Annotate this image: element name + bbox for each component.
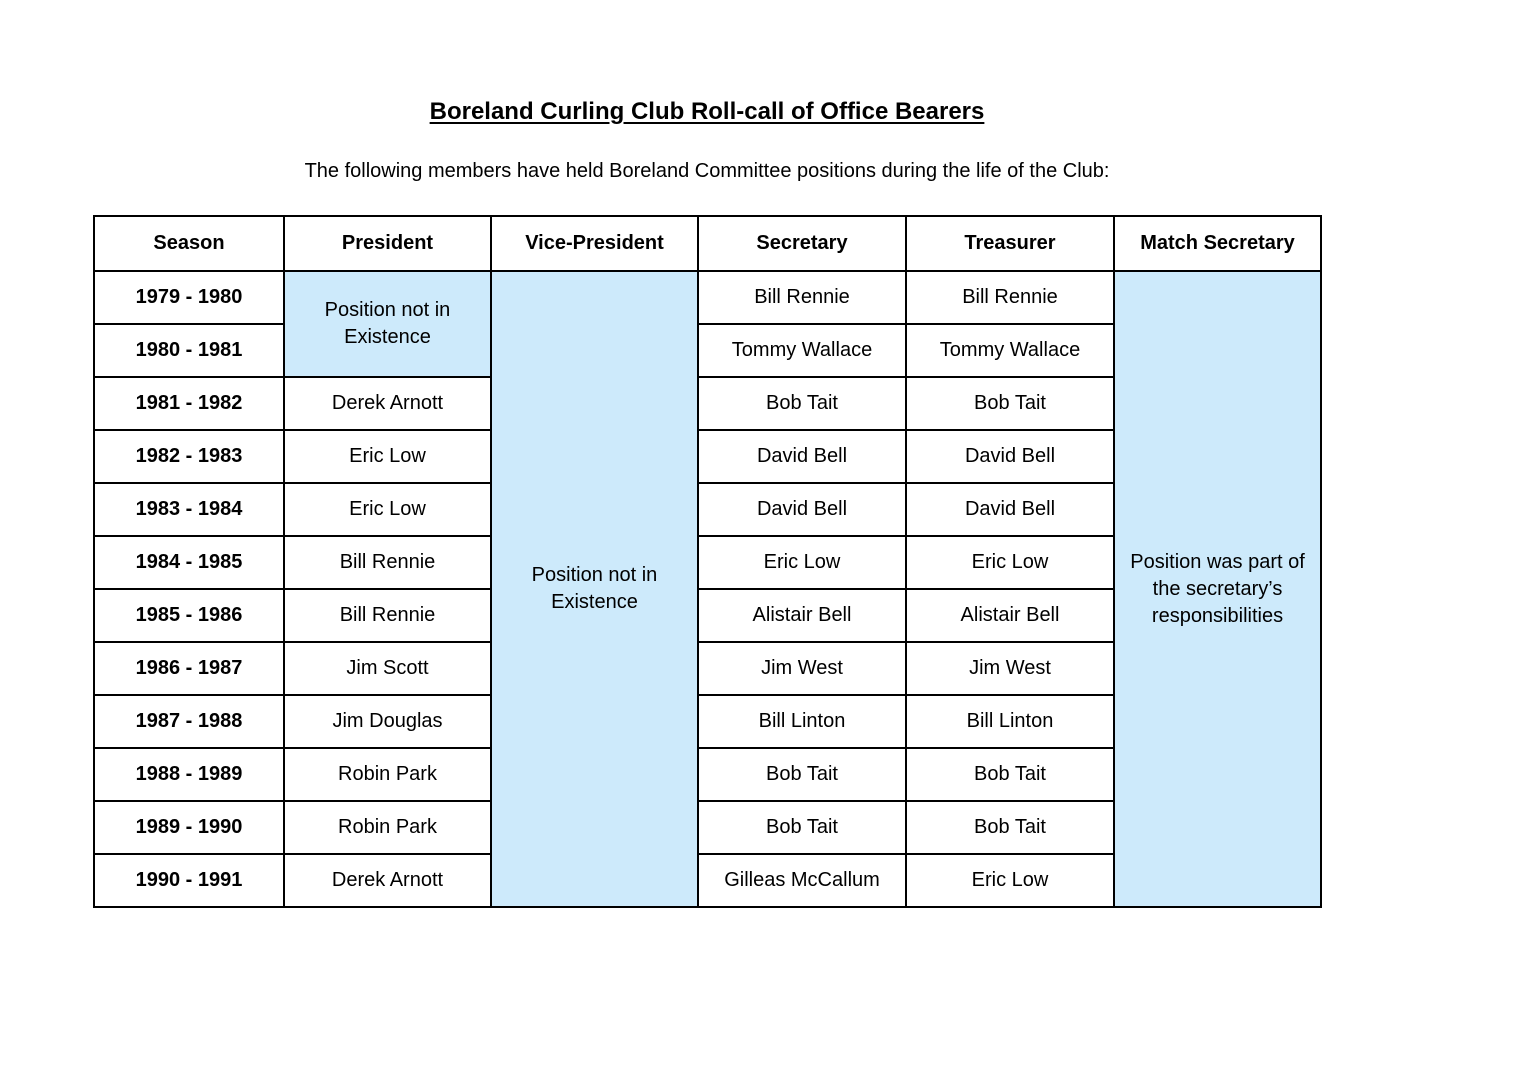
- treasurer-cell: Tommy Wallace: [906, 324, 1114, 377]
- header-treasurer: Treasurer: [906, 216, 1114, 271]
- secretary-cell: Tommy Wallace: [698, 324, 906, 377]
- treasurer-cell: Bill Rennie: [906, 271, 1114, 324]
- treasurer-cell: Bob Tait: [906, 377, 1114, 430]
- president-cell: Derek Arnott: [284, 854, 491, 907]
- secretary-cell: Jim West: [698, 642, 906, 695]
- secretary-cell: Bob Tait: [698, 748, 906, 801]
- secretary-cell: Alistair Bell: [698, 589, 906, 642]
- president-cell: Eric Low: [284, 483, 491, 536]
- season-cell: 1984 - 1985: [94, 536, 284, 589]
- president-cell: Robin Park: [284, 748, 491, 801]
- season-cell: 1990 - 1991: [94, 854, 284, 907]
- president-not-in-existence-note: Position not in Existence: [284, 271, 491, 377]
- document-intro: The following members have held Boreland Committee positions during the life of the Club:: [304, 160, 1110, 182]
- season-cell: 1983 - 1984: [94, 483, 284, 536]
- season-cell: 1980 - 1981: [94, 324, 284, 377]
- president-cell: Bill Rennie: [284, 536, 491, 589]
- treasurer-cell: Bob Tait: [906, 748, 1114, 801]
- treasurer-cell: Alistair Bell: [906, 589, 1114, 642]
- season-cell: 1989 - 1990: [94, 801, 284, 854]
- season-cell: 1979 - 1980: [94, 271, 284, 324]
- secretary-cell: David Bell: [698, 430, 906, 483]
- treasurer-cell: Jim West: [906, 642, 1114, 695]
- secretary-cell: Bob Tait: [698, 377, 906, 430]
- header-secretary: Secretary: [698, 216, 906, 271]
- secretary-cell: Bill Linton: [698, 695, 906, 748]
- season-cell: 1985 - 1986: [94, 589, 284, 642]
- secretary-cell: Bob Tait: [698, 801, 906, 854]
- treasurer-cell: Eric Low: [906, 536, 1114, 589]
- season-cell: 1981 - 1982: [94, 377, 284, 430]
- season-cell: 1988 - 1989: [94, 748, 284, 801]
- treasurer-cell: Bill Linton: [906, 695, 1114, 748]
- header-match-secretary: Match Secretary: [1114, 216, 1321, 271]
- secretary-cell: Gilleas McCallum: [698, 854, 906, 907]
- president-cell: Jim Douglas: [284, 695, 491, 748]
- treasurer-cell: Eric Low: [906, 854, 1114, 907]
- match-secretary-note: Position was part of the secretary’s responsibilities: [1114, 271, 1321, 907]
- president-cell: Derek Arnott: [284, 377, 491, 430]
- season-cell: 1987 - 1988: [94, 695, 284, 748]
- table-row: [94, 271, 1321, 324]
- header-vice-president: Vice-President: [491, 216, 698, 271]
- document-title: Boreland Curling Club Roll-call of Office Bearers: [429, 98, 985, 125]
- treasurer-cell: David Bell: [906, 483, 1114, 536]
- office-bearers-table: [93, 215, 1322, 908]
- secretary-cell: David Bell: [698, 483, 906, 536]
- header-president: President: [284, 216, 491, 271]
- president-cell: Robin Park: [284, 801, 491, 854]
- president-cell: Bill Rennie: [284, 589, 491, 642]
- vice-president-not-in-existence-note: Position not in Existence: [491, 271, 698, 907]
- secretary-cell: Bill Rennie: [698, 271, 906, 324]
- season-cell: 1982 - 1983: [94, 430, 284, 483]
- treasurer-cell: Bob Tait: [906, 801, 1114, 854]
- president-cell: Eric Low: [284, 430, 491, 483]
- season-cell: 1986 - 1987: [94, 642, 284, 695]
- table-header-row: [94, 216, 1321, 271]
- president-cell: Jim Scott: [284, 642, 491, 695]
- header-season: Season: [94, 216, 284, 271]
- treasurer-cell: David Bell: [906, 430, 1114, 483]
- secretary-cell: Eric Low: [698, 536, 906, 589]
